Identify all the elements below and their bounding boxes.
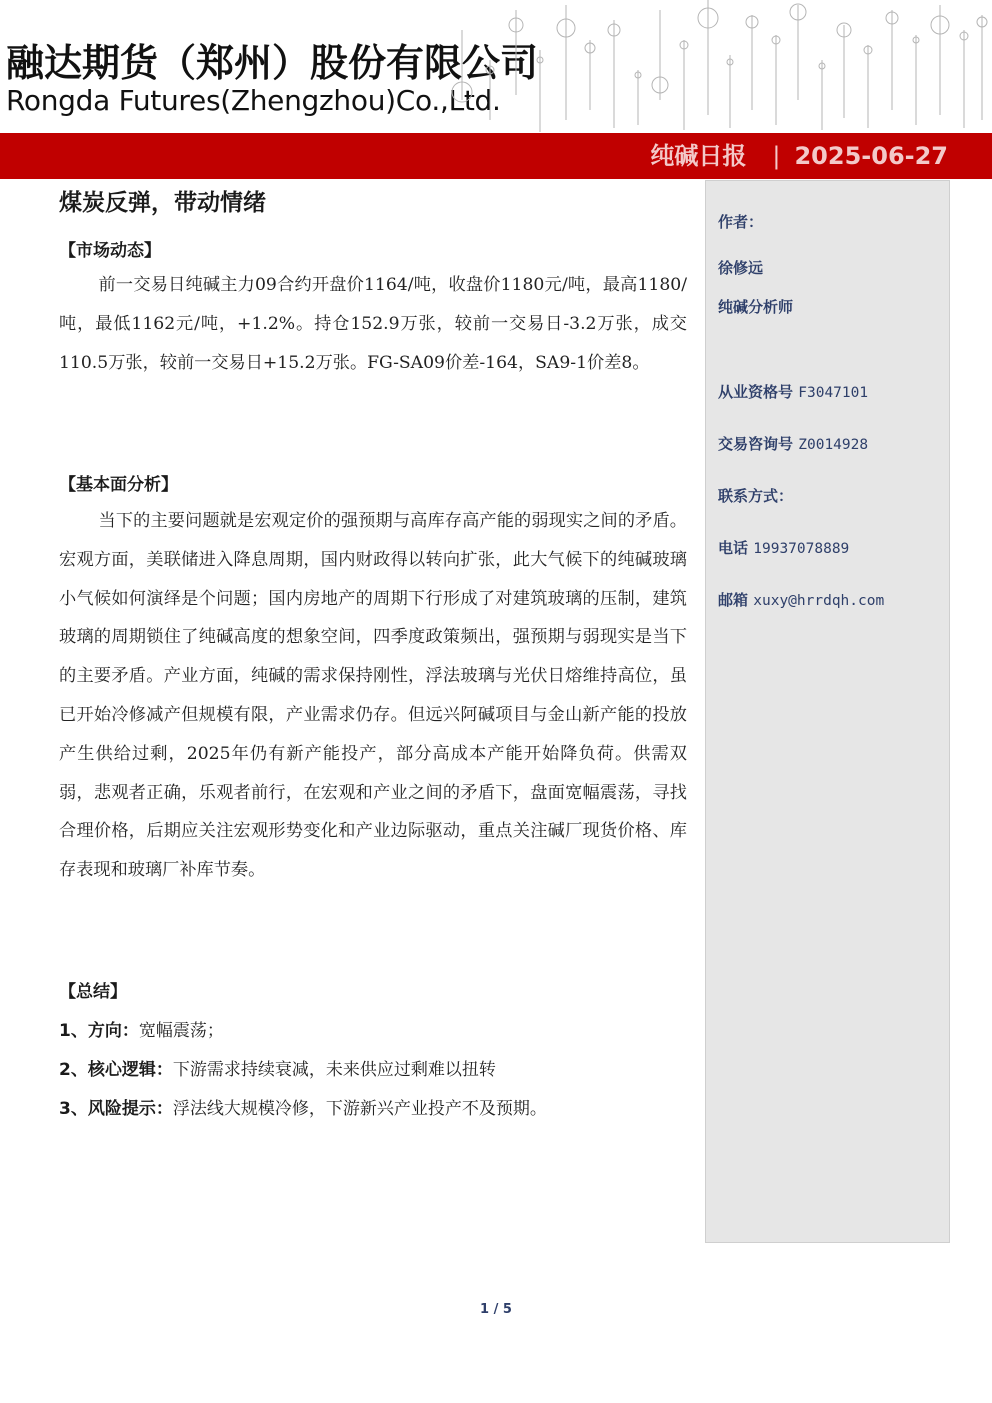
company-name-en: Rongda Futures(Zhengzhou)Co.,Ltd. (6, 84, 501, 117)
market-heading: 【市场动态】 (59, 241, 161, 261)
article-title: 煤炭反弹，带动情绪 (59, 190, 266, 216)
consult-number: Z0014928 (798, 437, 869, 453)
company-name-cn: 融达期货（郑州）股份有限公司 (6, 41, 539, 85)
phone-number: 19937078889 (753, 541, 850, 557)
title-separator: | (772, 142, 781, 170)
summary-heading: 【总结】 (59, 982, 127, 1002)
summary-text: 浮法线大规模冷修，下游新兴产业投产不及预期。 (172, 1099, 547, 1119)
email-address[interactable]: xuxy@hrrdqh.com (753, 593, 885, 609)
summary-item (59, 1094, 547, 1119)
page-number: 1 / 5 (480, 1302, 512, 1317)
summary-label: 1、方向： (59, 1021, 139, 1041)
fundamental-paragraph: 当下的主要问题就是宏观定价的强预期与高库存高产能的弱现实之间的矛盾。宏观方面，美联储进入降息周期，国内财政得以转向扩张，此大气候下的纯碱玻璃小气候如何演绎是个问题；国内房地产的周期下行形成了对建筑玻璃的压制，建筑玻璃的周期锁住了纯碱高度的想象空间，四季度政策频出，强预期与弱现实是当下的主要矛盾。产业方面，纯碱的需求保持刚性，浮法玻璃与光伏日熔维持高位，虽已开始冷修减产但规模有限，产业需求仍存。但远兴阿碱项目与金山新产能的投放产生供给过剩，2025年仍有新产能投产，部分高成本产能开始降负荷。供需双弱，悲观者正确，乐观者前行，在宏观和产业之间的矛盾下，盘面宽幅震荡，寻找合理价格，后期应关注宏观形势变化和产业边际驱动，重点关注碱厂现货价格、库存表现和玻璃厂补库节奏。 (59, 511, 687, 881)
report-title-bar (650, 137, 948, 175)
email-line (718, 589, 884, 610)
summary-item (59, 1055, 496, 1080)
fundamental-heading: 【基本面分析】 (59, 475, 178, 495)
phone-line (718, 537, 849, 558)
summary-item (59, 1016, 224, 1041)
summary-label: 3、风险提示： (59, 1099, 173, 1119)
report-name: 纯碱日报 (650, 142, 747, 170)
summary-text: 下游需求持续衰减，未来供应过剩难以扭转 (172, 1060, 496, 1080)
summary-label: 2、核心逻辑： (59, 1060, 173, 1080)
author-label: 作者： (718, 213, 764, 231)
report-date: 2025-06-27 (794, 142, 948, 170)
author-sidebar (705, 180, 950, 1243)
email-label: 邮箱 (718, 591, 749, 609)
decorative-pins-graphic (430, 0, 992, 135)
author-title: 纯碱分析师 (718, 298, 794, 316)
license-number: F3047101 (798, 385, 869, 401)
phone-label: 电话 (718, 539, 749, 557)
contact-label: 联系方式： (718, 487, 794, 505)
market-paragraph: 前一交易日纯碱主力09合约开盘价1164/吨，收盘价1180元/吨，最高1180/吨，最低1162元/吨，+1.2%。持仓152.9万张，较前一交易日-3.2万张，成交110.5万张，较前一交易日+15.2万张。FG-SA09价差-164，SA9-1价差8。 (59, 275, 687, 373)
summary-text: 宽幅震荡； (138, 1021, 224, 1041)
author-name: 徐修远 (718, 259, 764, 277)
license-label: 从业资格号 (718, 383, 794, 401)
license-number-line (718, 381, 868, 402)
consult-label: 交易咨询号 (718, 435, 794, 453)
consult-number-line (718, 433, 868, 454)
